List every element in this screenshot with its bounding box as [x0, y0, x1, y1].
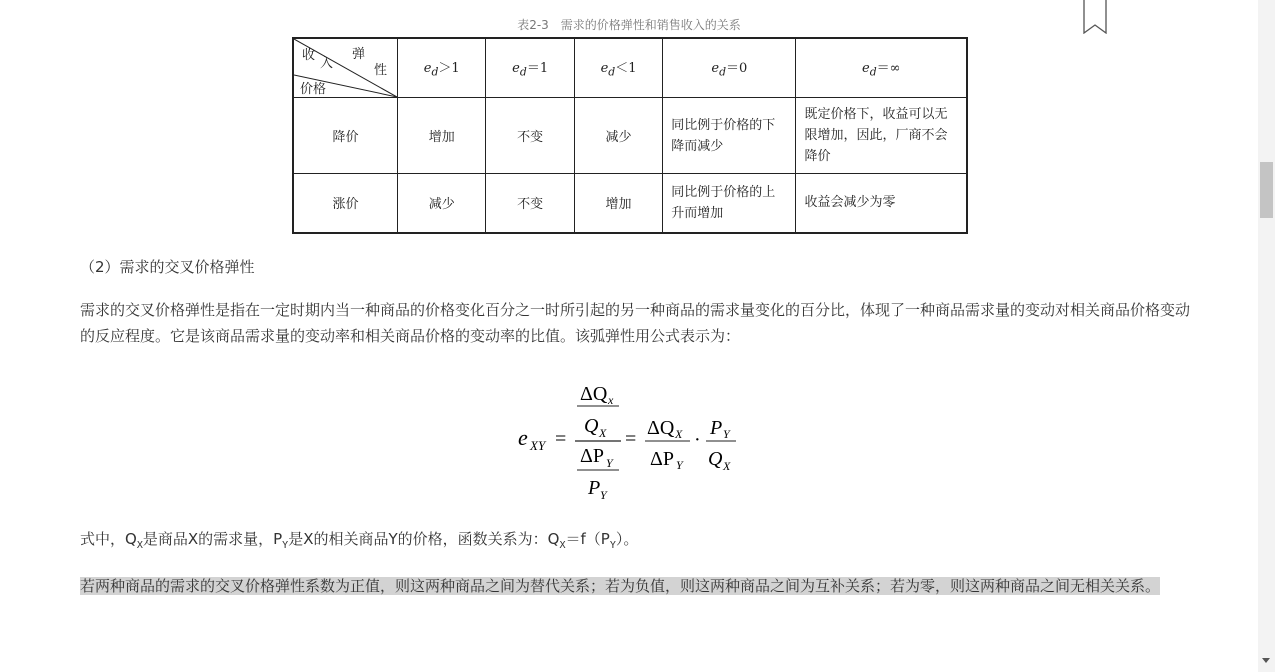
corner-label-dan: 弹 — [352, 47, 366, 62]
formula-lhs-sub: XY — [530, 438, 546, 453]
column-header-ed-inf: $e_d=\infty$ — [796, 38, 967, 98]
formula-rhs-p-sub: Y — [723, 427, 730, 441]
formula-rhs-q: Q — [708, 448, 723, 470]
formula-rhs-dp: ΔP — [650, 448, 674, 470]
formula-den-dp-sub: Y — [606, 456, 613, 470]
column-header-ed-lt-1: $e_d<1$ — [574, 38, 662, 98]
row-label-price-cut: 降价 — [293, 98, 398, 174]
formula-rhs-p: P — [710, 417, 723, 439]
table-cell: 不变 — [486, 98, 574, 174]
formula-num-q-sub: X — [599, 426, 607, 440]
table-header-row — [293, 38, 967, 98]
formula-rhs-dq-sub: X — [675, 427, 683, 441]
table-cell: 同比例于价格的下降而减少 — [663, 98, 796, 174]
column-header-ed-gt-1: $e_d>1$ — [398, 38, 486, 98]
formula-den-p-sub: Y — [600, 488, 607, 502]
table-row — [293, 98, 967, 174]
table-cell: 收益会减少为零 — [796, 174, 967, 233]
table-cell: 增加 — [398, 98, 486, 174]
table-cell: 增加 — [574, 174, 662, 233]
formula-rhs-dp-sub: Y — [676, 458, 683, 472]
elasticity-revenue-table — [292, 37, 968, 234]
cross-elasticity-formula — [518, 374, 758, 504]
corner-label-jiage: 价格 — [300, 82, 327, 97]
table-caption: 表2-3 需求的价格弹性和销售收入的关系 — [517, 18, 741, 32]
formula-den-dp: ΔP — [580, 445, 604, 467]
table-cell: 减少 — [574, 98, 662, 174]
formula-num-dq-sub: x — [608, 393, 614, 407]
vertical-scrollbar[interactable] — [1258, 0, 1275, 672]
table-cell: 减少 — [398, 174, 486, 233]
paragraph-definition: 需求的交叉价格弹性是指在一定时期内当一种商品的价格变化百分之一时所引起的另一种商品的需求量变化的百分比，体现了一种商品需求量的变动对相关商品价格变动的反应程度。它是该商品需求量的变动率和相关商品价格的变动率的比值。该弧弹性用公式表示为： — [80, 301, 1191, 345]
paragraph-highlighted[interactable] — [80, 573, 1190, 599]
table-corner-cell — [293, 38, 398, 98]
scroll-down-arrow-icon[interactable] — [1262, 658, 1270, 663]
corner-label-ru: 入 — [320, 56, 334, 71]
formula-num-q: Q — [584, 415, 599, 437]
corner-label-xing: 性 — [374, 63, 388, 78]
column-header-ed-eq-1: $e_d=1$ — [486, 38, 574, 98]
paragraph-variable-note: 式中，$Q_X$是商品X的需求量，$P_Y$是X的相关商品Y的价格，函数关系为：$Q_X=f(P_Y)$。 — [80, 530, 639, 551]
formula-eq-1: = — [555, 428, 567, 450]
table-cell: 同比例于价格的上升而增加 — [663, 174, 796, 233]
text-selection-highlight[interactable]: 若两种商品的需求的交叉价格弹性系数为正值，则这两种商品之间为替代关系；若为负值，则这两种商品之间为互补关系；若为零，则这两种商品之间无相关关系。 — [80, 577, 1161, 595]
column-header-ed-eq-0: $e_d=0$ — [663, 38, 796, 98]
corner-label-shou: 收 — [302, 48, 316, 63]
row-label-price-rise: 涨价 — [293, 174, 398, 233]
formula-num-dq: ΔQ — [580, 383, 608, 405]
formula-lhs: e — [518, 425, 528, 450]
formula-rhs-q-sub: X — [723, 459, 731, 473]
formula-dot: · — [694, 429, 701, 451]
formula-eq-2: = — [625, 428, 637, 450]
table-row — [293, 174, 967, 233]
section-title: （2）需求的交叉价格弹性 — [80, 258, 255, 276]
table-cell: 既定价格下，收益可以无限增加，因此，厂商不会降价 — [796, 98, 967, 174]
table-cell: 不变 — [486, 174, 574, 233]
formula-den-p: P — [588, 477, 601, 499]
formula-rhs-dq: ΔQ — [647, 417, 675, 439]
scrollbar-thumb[interactable] — [1260, 162, 1273, 218]
